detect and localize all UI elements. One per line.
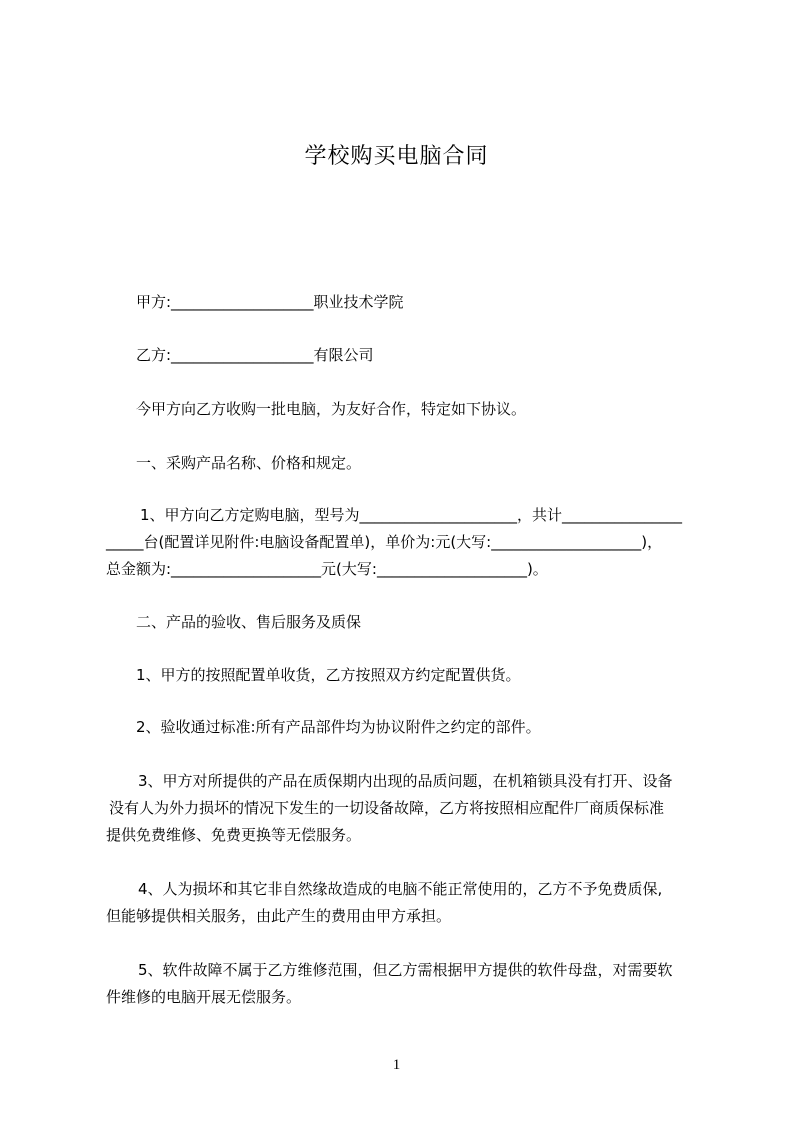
party-b-line: 乙方:___________________有限公司 [136,346,374,364]
clause-2-5-line-2: 件维修的电脑开展无偿服务。 [106,988,302,1006]
page-number: 1 [392,1057,401,1073]
clause-2-2: 2、验收通过标准:所有产品部件均为协议附件之约定的部件。 [136,718,541,736]
section-1-heading: 一、采购产品名称、价格和规定。 [136,454,362,472]
clause-1-1-line-3: 总金额为:____________________元(大写:____________________)。 [106,560,548,578]
clause-2-5-line-1: 5、软件故障不属于乙方维修范围，但乙方需根据甲方提供的软件母盘，对需要软 [138,961,673,979]
party-a-line: 甲方:___________________职业技术学院 [136,293,404,311]
document-title: 学校购买电脑合同 [304,144,489,169]
clause-1-1-line-1: 1、甲方向乙方定购电脑，型号为_____________________，共计________________ [140,506,683,524]
clause-2-1: 1、甲方的按照配置单收货，乙方按照双方约定配置供货。 [136,666,521,684]
clause-1-1-line-2: _____台(配置详见附件:电脑设备配置单)，单价为:元(大写:____________________)， [106,533,663,551]
clause-2-3-line-2: 没有人为外力损坏的情况下发生的一切设备故障，乙方将按照相应配件厂商质保标准 [109,799,665,817]
section-2-heading: 二、产品的验收、售后服务及质保 [136,613,362,631]
clause-2-4-line-1: 4、人为损坏和其它非自然缘故造成的电脑不能正常使用的，乙方不予免费质保, [138,880,663,898]
clause-2-3-line-1: 3、甲方对所提供的产品在质保期内出现的品质问题，在机箱锁具没有打开、设备 [138,772,673,790]
intro-paragraph: 今甲方向乙方收购一批电脑，为友好合作，特定如下协议。 [136,400,527,418]
clause-2-3-line-3: 提供免费维修、免费更换等无偿服务。 [106,826,362,844]
clause-2-4-line-2: 但能够提供相关服务，由此产生的费用由甲方承担。 [106,907,452,925]
